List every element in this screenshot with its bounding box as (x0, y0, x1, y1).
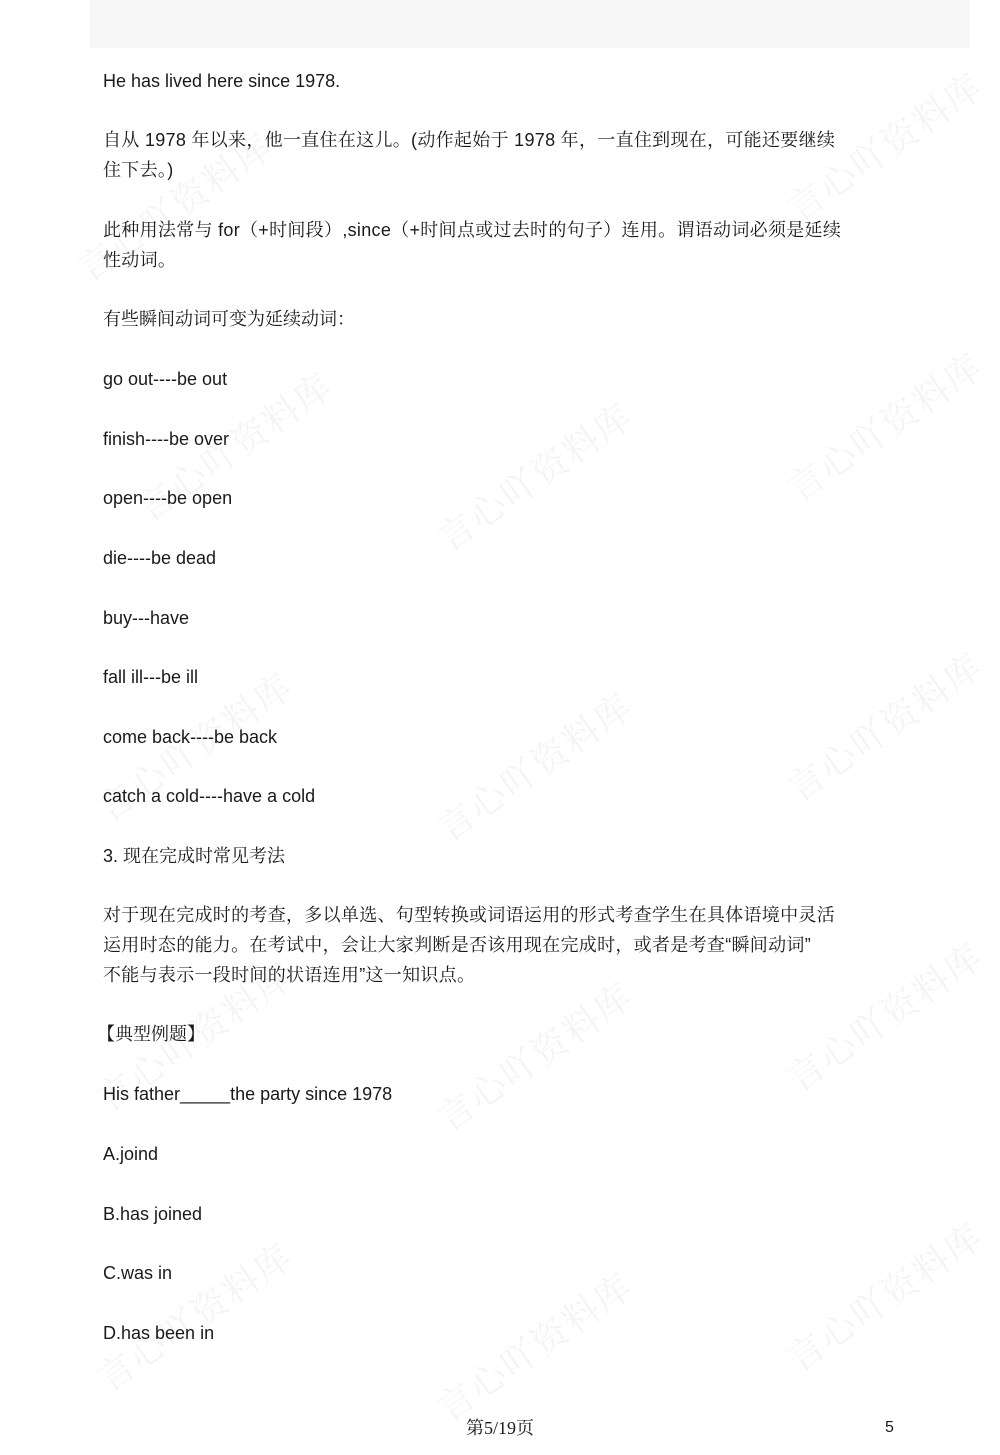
answer-option: D.has been in (103, 1323, 215, 1343)
verb-pair: fall ill---be ill (103, 667, 199, 687)
example-translation (103, 125, 898, 185)
verb-pair: go out----be out (103, 369, 228, 389)
header-band (90, 0, 970, 48)
usage-note (103, 215, 898, 275)
answer-option: C.was in (103, 1263, 173, 1283)
verb-list-intro: 有些瞬间动词可变为延续动词： (103, 309, 355, 329)
question-text: His father_____the party since 1978 (103, 1084, 393, 1104)
answer-option: A.joind (103, 1144, 159, 1164)
verb-pair: come back----be back (103, 727, 278, 747)
exam-note (103, 900, 898, 990)
watermark (426, 679, 642, 852)
page-indicator: 第5/19页 (465, 1418, 534, 1438)
paragraph-line: 不能与表示一段时间的状语连用”这一知识点。 (103, 965, 476, 985)
watermark (86, 1229, 302, 1402)
watermark (426, 389, 642, 562)
example-heading: 【典型例题】 (97, 1024, 205, 1044)
answer-option: B.has joined (103, 1204, 203, 1224)
paragraph-line: 此种用法常与 for（+时间段）,since（+时间点或过去时的句子）连用。谓语动词必须是延续 (103, 220, 842, 240)
section-heading: 3. 现在完成时常见考法 (103, 846, 286, 866)
watermark (426, 969, 642, 1142)
paragraph-line: 对于现在完成时的考查，多以单选、句型转换或词语运用的形式考查学生在具体语境中灵活 (103, 905, 835, 925)
verb-pair: finish----be over (103, 429, 230, 449)
verb-pair: catch a cold----have a cold (103, 786, 316, 806)
watermark (426, 1259, 642, 1432)
paragraph-line: 自从 1978 年以来，他一直住在这儿。(动作起始于 1978 年，一直住到现在，可能还要继续 (103, 130, 836, 150)
watermark (776, 1209, 992, 1382)
watermark (776, 339, 992, 512)
paragraph-line: 住下去。) (103, 160, 174, 180)
watermark (776, 639, 992, 812)
example-sentence: He has lived here since 1978. (103, 71, 341, 91)
page-number: 5 (885, 1419, 894, 1436)
verb-pair: buy---have (103, 608, 190, 628)
paragraph-line: 性动词。 (103, 250, 177, 270)
paragraph-line: 运用时态的能力。在考试中，会让大家判断是否该用现在完成时，或者是考查“瞬间动词” (103, 935, 811, 955)
verb-pair: die----be dead (103, 548, 217, 568)
verb-pair: open----be open (103, 488, 233, 508)
